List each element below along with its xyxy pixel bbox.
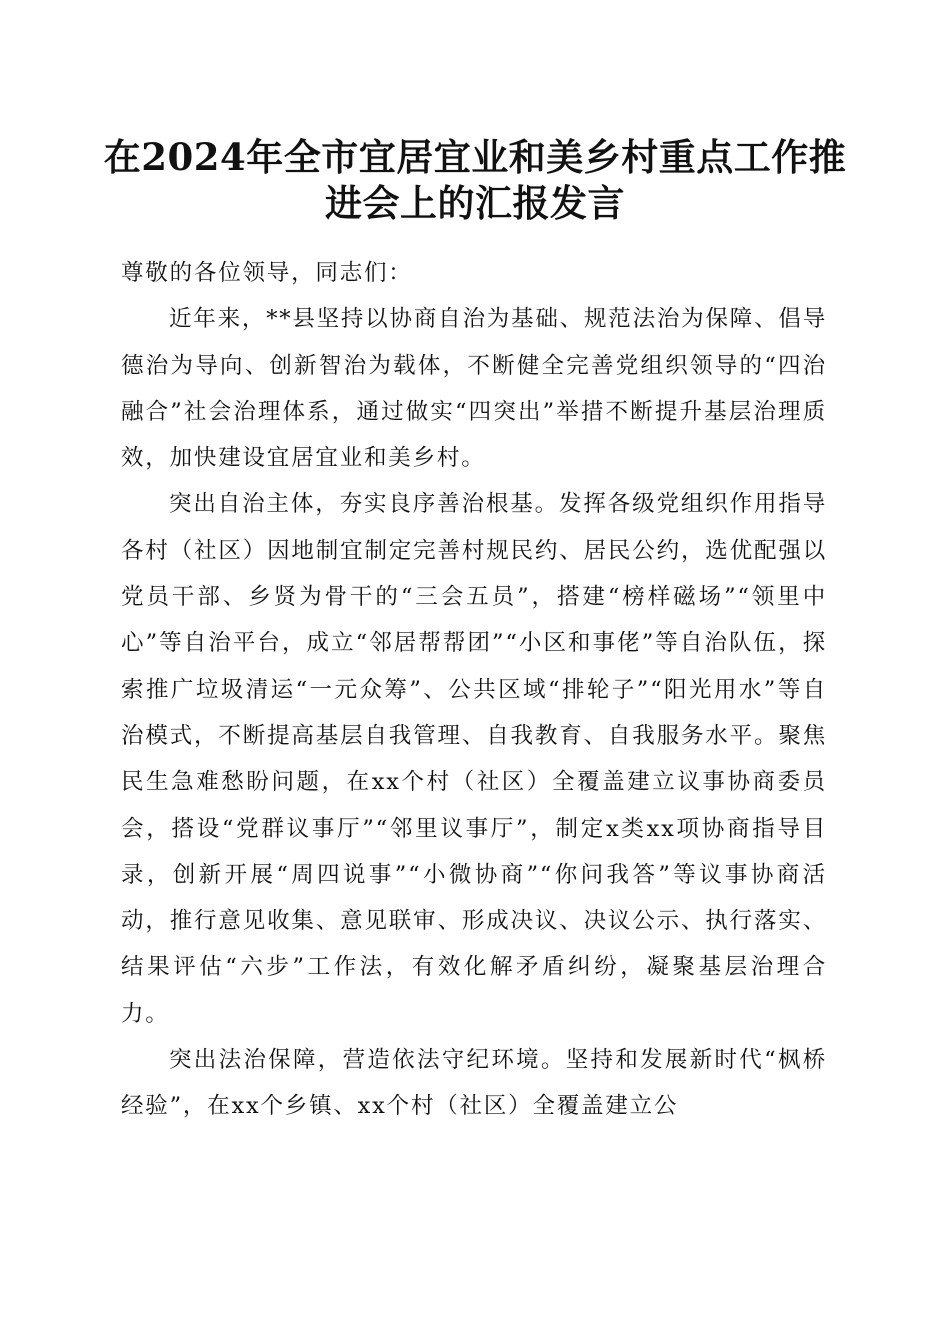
title-line-2: 进会上的汇报发言 — [325, 181, 625, 225]
title-line-1: 在2024年全市宜居宜业和美乡村重点工作推 — [103, 135, 847, 179]
document-body — [121, 250, 827, 1130]
paragraph-intro: 近年来，**县坚持以协商自治为基础、规范法治为保障、倡导德治为导向、创新智治为载体，不断健全完善党组织领导的“四治融合”社会治理体系，通过做实“四突出”举措不断提升基层治理质效，加快建设宜居宜业和美乡村。 — [121, 306, 827, 472]
paragraph-autonomy: 突出自治主体，夯实良序善治根基。发挥各级党组织作用指导各村（社区）因地制宜制定完善村规民约、居民公约，选优配强以党员干部、乡贤为骨干的“三会五员”，搭建“榜样磁场”“领里中心”等自治平台，成立“邻居帮帮团”“小区和事佬”等自治队伍，探索推广垃圾清运“一元众筹”、公共区域“排轮子”“阳光用水”等自治模式，不断提高基层自我管理、自我教育、自我服务水平。聚焦民生急难愁盼问题，在xx个村（社区）全覆盖建立议事协商委员会，搭设“党群议事厅”“邻里议事厅”，制定x类xx项协商指导目录，创新开展“周四说事”“小微协商”“你问我答”等议事协商活动，推行意见收集、意见联审、形成决议、决议公示、执行落实、结果评估“六步”工作法，有效化解矛盾纠纷，凝聚基层治理合力。 — [121, 491, 827, 1027]
paragraph-rule-of-law: 突出法治保障，营造依法守纪环境。坚持和发展新时代“枫桥经验”，在xx个乡镇、xx个村（社区）全覆盖建立公 — [121, 1047, 827, 1120]
greeting: 尊敬的各位领导，同志们： — [121, 260, 413, 286]
document-title — [100, 134, 850, 226]
